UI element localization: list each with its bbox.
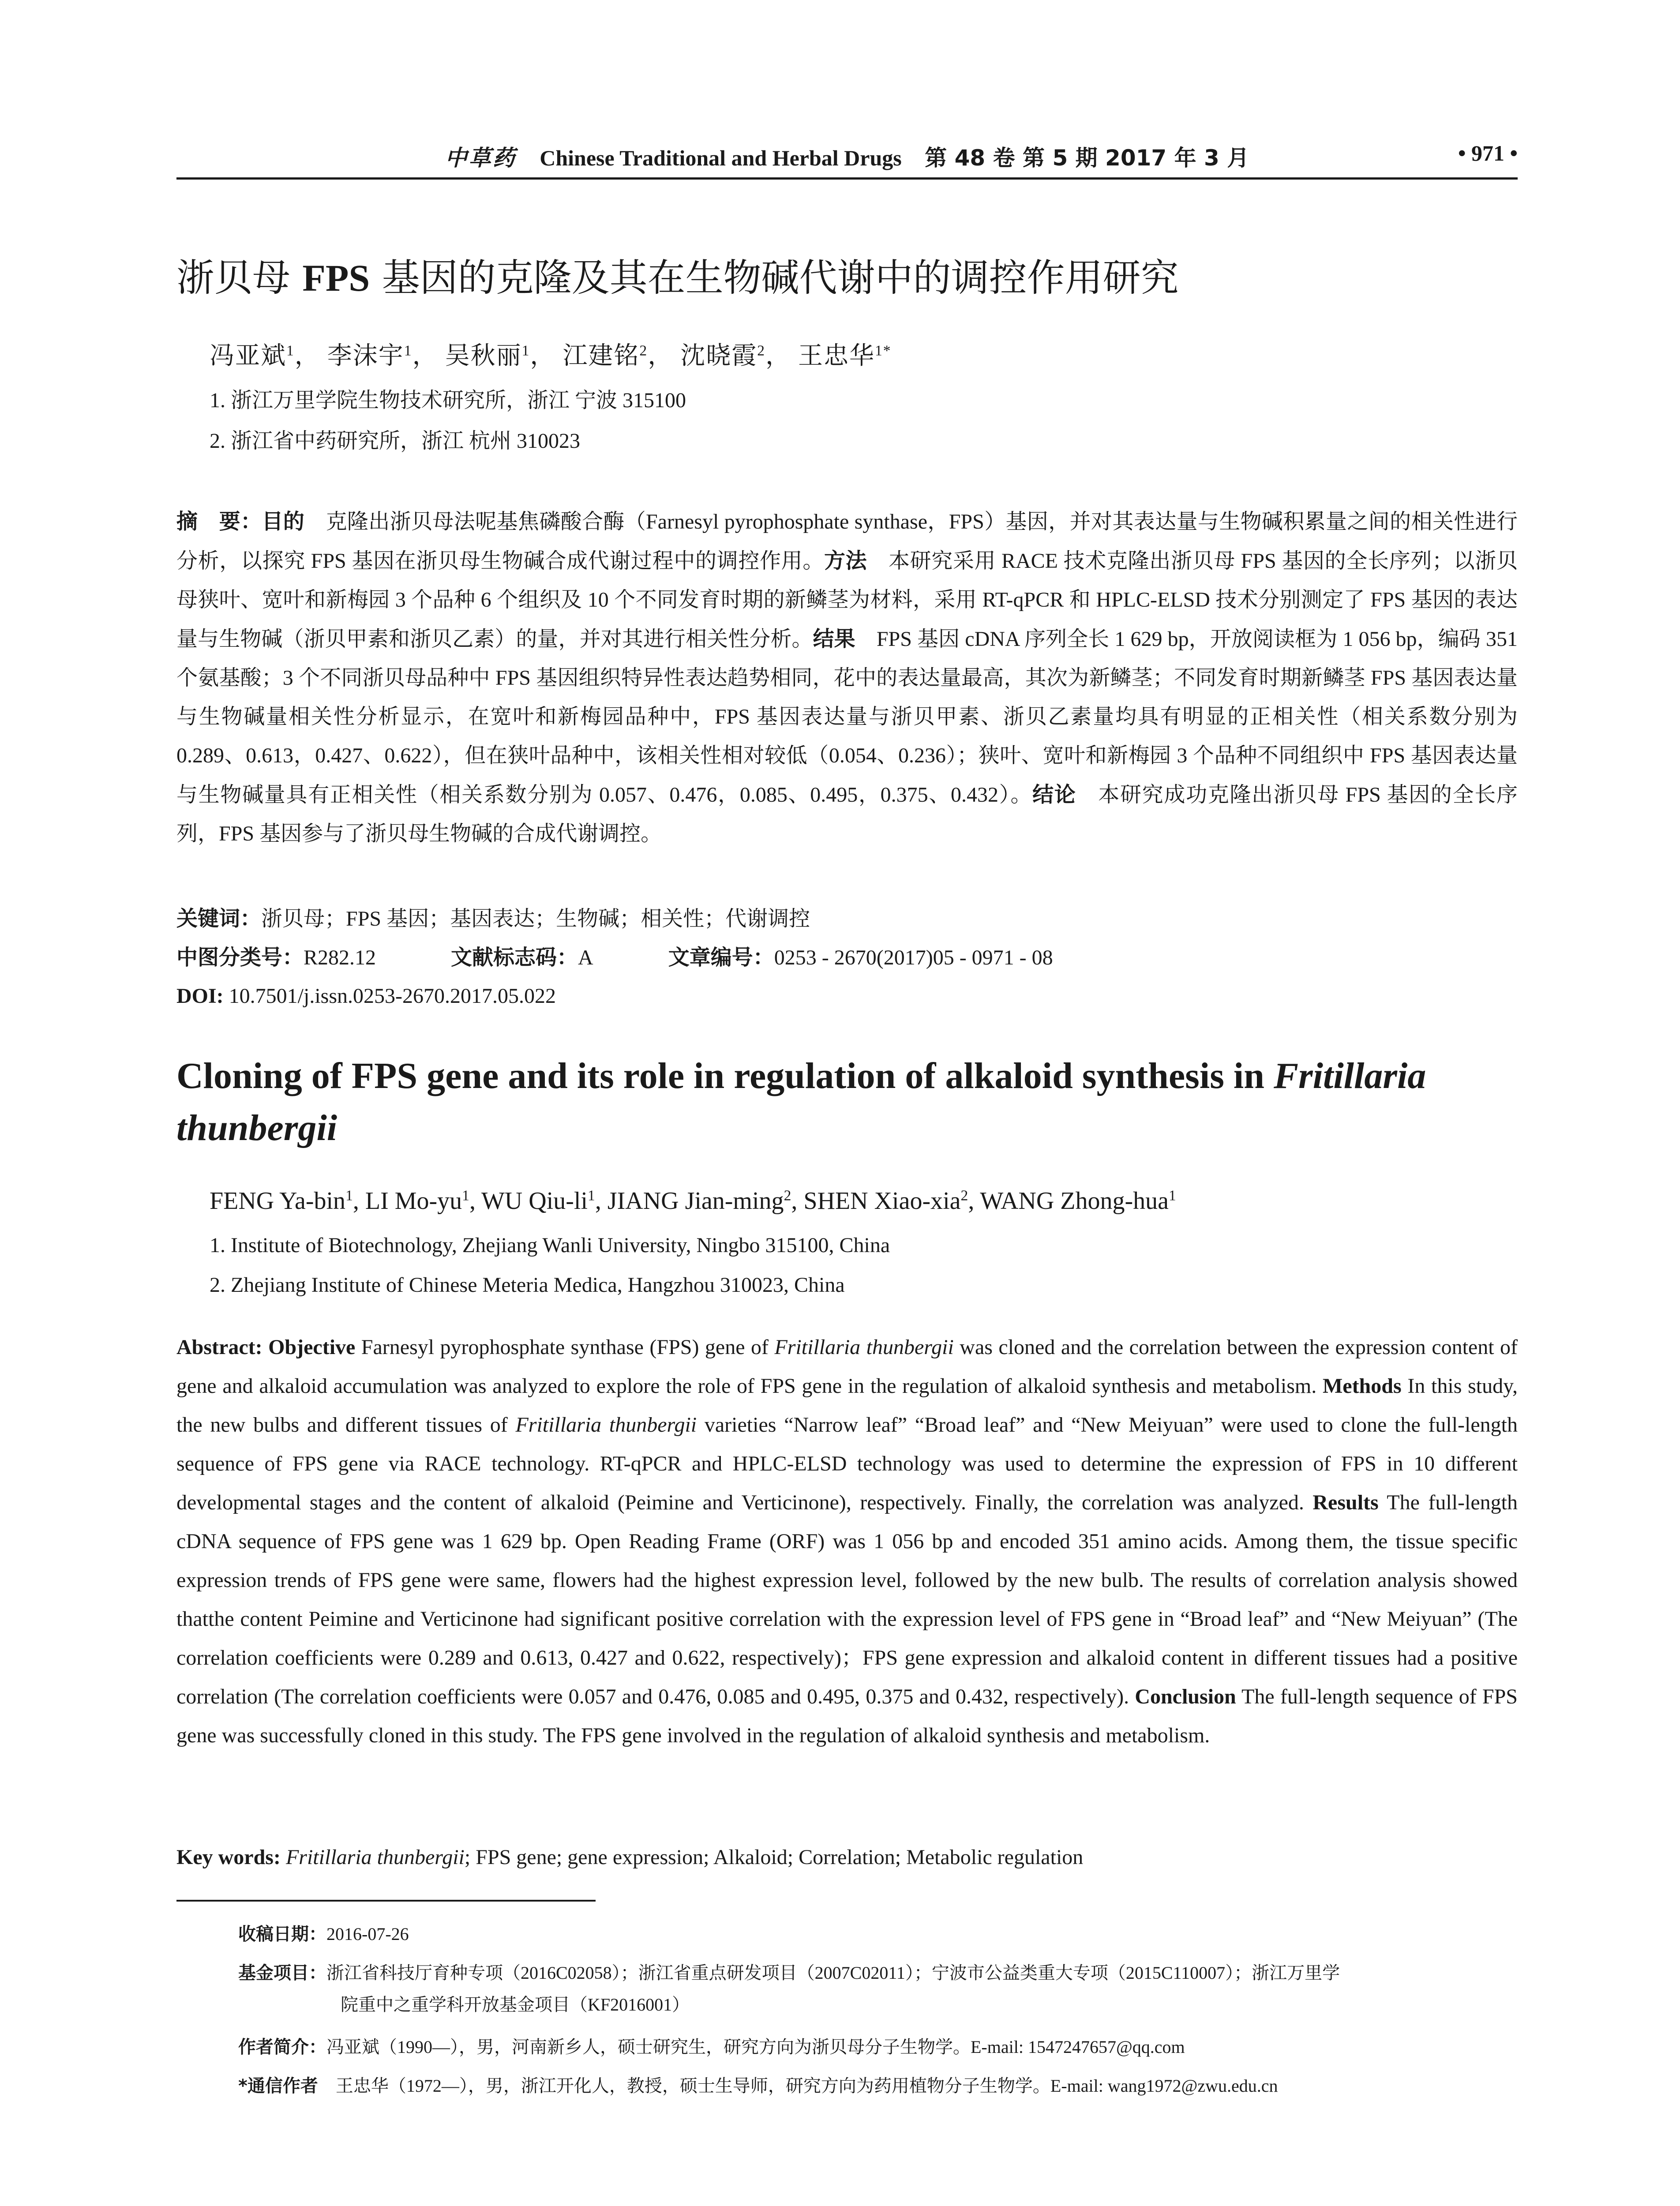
en-author-sep: ,	[352, 1187, 365, 1215]
author-sep: ，	[765, 342, 791, 370]
en-methods-text-2: varieties “Narrow leaf” “Broad leaf” and “New Meiyuan” were used to clone the full-length sequence of FPS gene via RACE technology. RT-qPCR and HPLC-ELSD technology was used to determine the expression of FPS in 10 different developmental stages and the content of alkaloid (Peimine and Verticinone), respectively. Finally, the correlation was analyzed.	[176, 1413, 1518, 1514]
header-rule	[176, 177, 1518, 180]
author-sep: ，	[294, 342, 320, 370]
author-bio-label: 作者简介：	[238, 2037, 326, 2057]
fund-text-1: 浙江省科技厅育种专项（2016C02058）；浙江省重点研发项目（2007C02011）；宁波市公益类重大专项（2015C110007）；浙江万里学	[326, 1963, 1340, 1983]
en-author-sup: 1	[1169, 1187, 1176, 1204]
journal-name: Chinese Traditional and Herbal Drugs	[540, 146, 902, 170]
zh-doccode: A	[578, 946, 593, 969]
author-sep: ，	[530, 342, 556, 370]
author-name: 冯亚斌	[210, 342, 286, 370]
en-author-sep: ,	[469, 1187, 481, 1215]
zh-methods-label: 方法	[824, 548, 867, 573]
zh-doi-label: DOI:	[176, 984, 224, 1008]
zh-doccode-label: 文献标志码：	[451, 945, 578, 970]
author-sup: 1	[521, 342, 530, 359]
footnote-rule	[176, 1900, 596, 1902]
en-author-name: WU Qiu-li	[481, 1187, 588, 1215]
en-keywords	[176, 1838, 1518, 1877]
zh-objective-label: 目的	[262, 509, 305, 534]
en-author-name: FENG Ya-bin	[210, 1187, 346, 1215]
en-author-name: LI Mo-yu	[365, 1187, 462, 1215]
en-affiliation-1: 1. Institute of Biotechnology, Zhejiang Wanli University, Ningbo 315100, China	[210, 1234, 890, 1257]
author-sep: ，	[648, 342, 674, 370]
author-sup: 1	[286, 342, 295, 359]
zh-results-label: 结果	[813, 627, 855, 651]
footnote-corresponding	[238, 2070, 1518, 2102]
author-sup: 1*	[874, 342, 892, 359]
en-author-sep: ,	[791, 1187, 804, 1215]
en-methods-label: Methods	[1322, 1374, 1402, 1398]
zh-classification	[176, 938, 1518, 977]
zh-authors	[210, 336, 892, 371]
author-name: 李沫宇	[327, 342, 404, 370]
en-title	[176, 1050, 1518, 1154]
en-results-text: The full-length cDNA sequence of FPS gene was 1 629 bp. Open Reading Frame (ORF) was 1 056 bp and encoded 351 amino acids. Among them, the tissue specific expression trends of FPS gene were same, flowers had the highest expression level, followed by the new bulb. The results of correlation analysis showed thatthe content Peimine and Verticinone had significant positive correlation with the expression level of FPS gene in “Broad leaf” and “New Meiyuan” (The correlation coefficients were 0.289 and 0.613, 0.427 and 0.622, respectively)；FPS gene expression and alkaloid content in different tissues had a positive correlation (The correlation coefficients were 0.057 and 0.476, 0.085 and 0.495, 0.375 and 0.432, respectively).	[176, 1491, 1518, 1708]
zh-abstract-label: 摘 要：	[176, 509, 262, 534]
en-objective-label: Objective	[268, 1336, 356, 1359]
zh-title	[176, 247, 1518, 302]
en-objective-text-1: Farnesyl pyrophosphate synthase (FPS) gene of	[355, 1336, 775, 1359]
en-authors	[210, 1187, 1176, 1215]
author-sep: ，	[412, 342, 438, 370]
journal-issue: 第 48 卷 第 5 期 2017 年 3 月	[925, 145, 1249, 171]
en-author-sup: 1	[462, 1187, 469, 1204]
en-author-name: JIANG Jian-ming	[607, 1187, 784, 1215]
en-affiliation-2: 2. Zhejiang Institute of Chinese Meteria Medica, Hangzhou 310023, China	[210, 1273, 845, 1297]
fund-label: 基金项目：	[238, 1963, 326, 1983]
en-conclusion-text: The full-length sequence of FPS gene was successfully cloned in this study. The FPS gene involved in the regulation of alkaloid synthesis and metabolism.	[176, 1685, 1518, 1747]
zh-conclusion-label: 结论	[1032, 782, 1076, 807]
author-sup: 1	[404, 342, 412, 359]
footnote-fund	[238, 1957, 1518, 2021]
zh-affiliation-2: 2. 浙江省中药研究所，浙江 杭州 310023	[210, 429, 581, 453]
en-species: Fritillaria thunbergii	[515, 1413, 697, 1437]
zh-title-latin: FPS	[302, 257, 370, 299]
zh-title-pre: 浙贝母	[176, 256, 303, 300]
footnote-author	[238, 2031, 1518, 2063]
zh-clc-label: 中图分类号：	[176, 945, 304, 970]
en-author-sup: 1	[345, 1187, 353, 1204]
author-name: 吴秋丽	[445, 342, 522, 370]
en-abstract-label: Abstract:	[176, 1336, 262, 1359]
zh-methods-text: 本研究采用 RACE 技术克隆出浙贝母 FPS 基因的全长序列；以浙贝母狭叶、宽叶和新梅园 3 个品种 6 个组织及 10 个不同发育时期的新鳞茎为材料，采用 RT-qPCR 和 HPLC-ELSD 技术分别测定了 FPS 基因的表达量与生物碱（浙贝甲素和浙贝乙素）的量，并对其进行相关性分析。	[176, 549, 1518, 651]
received-label: 收稿日期：	[238, 1924, 326, 1944]
en-author-sup: 2	[784, 1187, 791, 1204]
zh-keywords-text: 浙贝母；FPS 基因；基因表达；生物碱；相关性；代谢调控	[261, 907, 810, 930]
author-name: 沈晓霞	[680, 342, 758, 370]
running-header	[176, 140, 1518, 176]
zh-title-post: 基因的克隆及其在生物碱代谢中的调控作用研究	[370, 256, 1179, 300]
zh-results-text: FPS 基因 cDNA 序列全长 1 629 bp，开放阅读框为 1 056 bp，编码 351 个氨基酸；3 个不同浙贝母品种中 FPS 基因组织特异性表达趋势相同，花中的表达量最高，其次为新鳞茎；不同发育时期新鳞茎 FPS 基因表达量与生物碱量相关性分析显示，在宽叶和新梅园品种中，FPS 基因表达量与浙贝甲素、浙贝乙素量均具有明显的正相关性（相关系数分别为 0.289、0.613，0.427、0.622），但在狭叶品种中，该相关性相对较低（0.054、0.236）；狭叶、宽叶和新梅园 3 个品种不同组织中 FPS 基因表达量与生物碱量具有正相关性（相关系数分别为 0.057、0.476，0.085、0.495，0.375、0.432）。	[176, 627, 1518, 807]
journal-logo: 中草药	[445, 145, 517, 171]
en-methods-text-1: In this study, the new bulbs and different tissues of	[176, 1374, 1518, 1437]
en-keywords-species: Fritillaria thunbergii	[280, 1846, 465, 1869]
zh-abstract	[176, 502, 1518, 853]
page-number: • 971 •	[1458, 141, 1518, 165]
en-results-label: Results	[1312, 1491, 1379, 1514]
zh-keywords-label: 关键词：	[176, 906, 262, 931]
zh-article-label: 文章编号：	[668, 945, 774, 970]
en-conclusion-label: Conclusion	[1135, 1685, 1236, 1708]
zh-doi	[176, 977, 1518, 1016]
zh-objective-text: 克隆出浙贝母法呢基焦磷酸合酶（Farnesyl pyrophosphate synthase，FPS）基因，并对其表达量与生物碱积累量之间的相关性进行分析，以探究 FPS 基因在浙贝母生物碱合成代谢过程中的调控作用。	[176, 510, 1518, 573]
zh-affiliation-1: 1. 浙江万里学院生物技术研究所，浙江 宁波 315100	[210, 389, 686, 412]
en-abstract	[176, 1328, 1518, 1755]
author-sup: 2	[757, 342, 765, 359]
corresponding-label: *通信作者	[238, 2076, 318, 2096]
author-bio: 冯亚斌（1990—），男，河南新乡人，硕士研究生，研究方向为浙贝母分子生物学。E-mail: 1547247657@qq.com	[326, 2037, 1185, 2057]
en-keywords-rest: ; FPS gene; gene expression; Alkaloid; Correlation; Metabolic regulation	[464, 1846, 1084, 1869]
author-name: 王忠华	[798, 342, 875, 370]
en-objective-text-2: was cloned and the correlation between the expression content of gene and alkaloid accumulation was analyzed to explore the role of FPS gene in the regulation of alkaloid synthesis and metabolism.	[176, 1336, 1518, 1398]
author-name: 江建铭	[562, 342, 640, 370]
received-date: 2016-07-26	[326, 1924, 409, 1944]
en-author-sep: ,	[595, 1187, 608, 1215]
en-author-name: SHEN Xiao-xia	[803, 1187, 961, 1215]
zh-doi-value: 10.7501/j.issn.0253-2670.2017.05.022	[223, 984, 556, 1008]
en-title-main: Cloning of FPS gene and its role in regulation of alkaloid synthesis in	[176, 1055, 1274, 1096]
fund-text-2: 院重中之重学科开放基金项目（KF2016001）	[341, 1995, 690, 2015]
zh-article: 0253 - 2670(2017)05 - 0971 - 08	[774, 946, 1053, 969]
en-author-sep: ,	[968, 1187, 980, 1215]
en-author-sup: 1	[588, 1187, 595, 1204]
en-author-name: WANG Zhong-hua	[980, 1187, 1169, 1215]
en-author-sup: 2	[960, 1187, 968, 1204]
zh-conclusion-text: 本研究成功克隆出浙贝母 FPS 基因的全长序列，FPS 基因参与了浙贝母生物碱的合成代谢调控。	[176, 783, 1518, 845]
en-title-species: Fritillaria thunbergii	[176, 1055, 1426, 1148]
corresponding-text: 王忠华（1972—），男，浙江开化人，教授，硕士生导师，研究方向为药用植物分子生物学。E-mail: wang1972@zwu.edu.cn	[318, 2076, 1278, 2096]
en-keywords-label: Key words:	[176, 1846, 281, 1869]
zh-keywords	[176, 899, 1518, 938]
en-species: Fritillaria thunbergii	[774, 1336, 954, 1359]
author-sup: 2	[639, 342, 648, 359]
footnote-received	[238, 1918, 1518, 1950]
zh-clc: R282.12	[304, 946, 376, 969]
